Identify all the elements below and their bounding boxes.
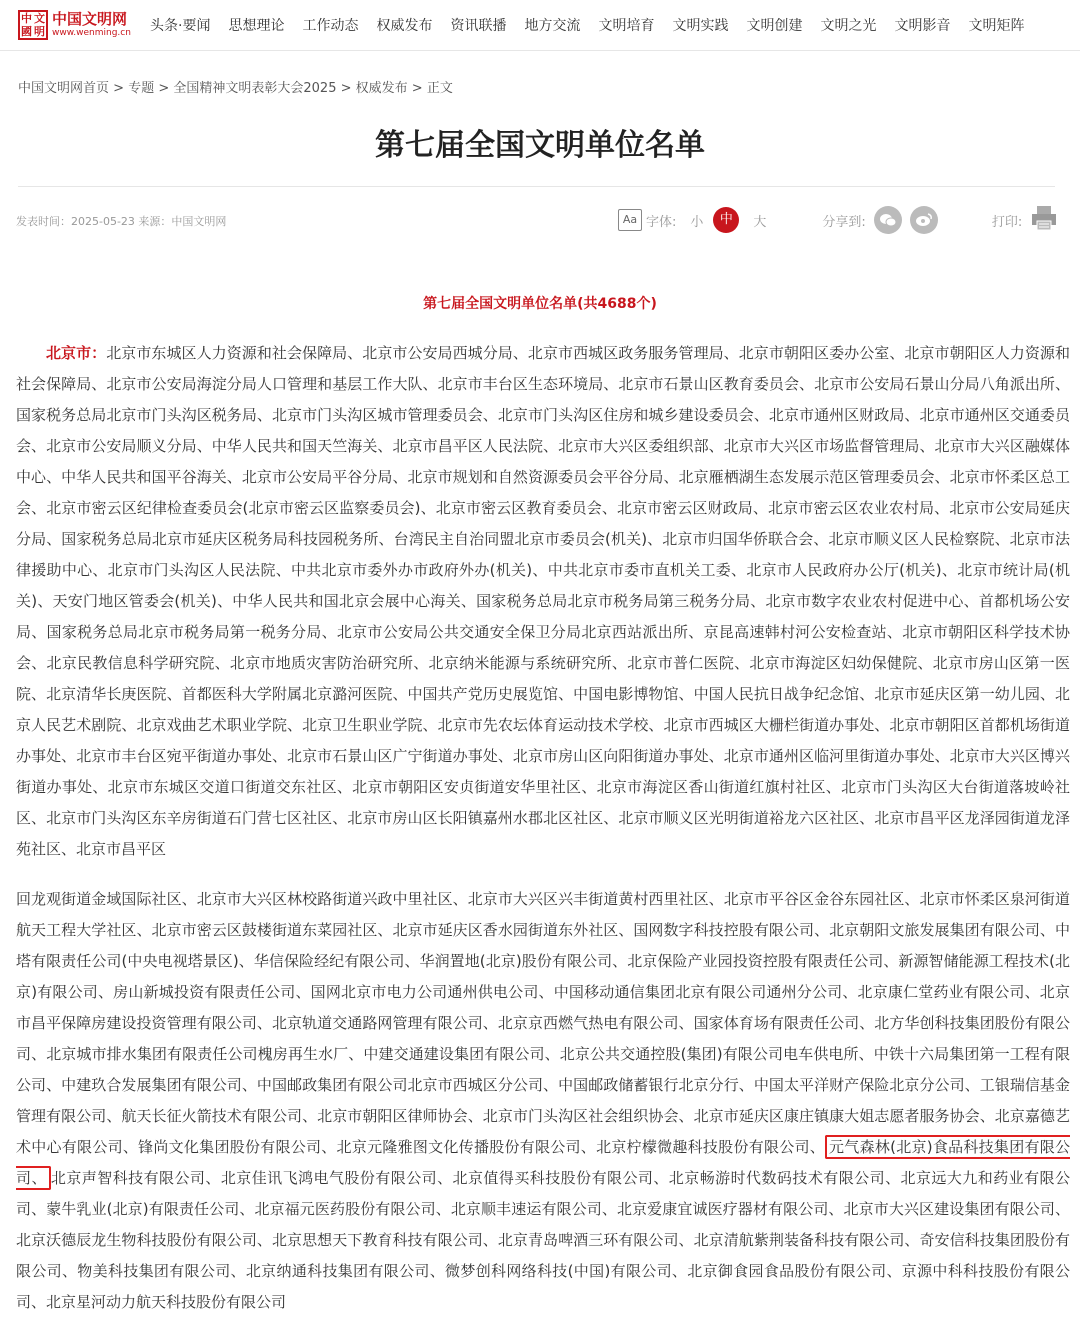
brand-name: 中国文明网 xyxy=(52,10,128,28)
province-label: 北京市： xyxy=(46,344,107,362)
breadcrumb-topic[interactable]: 专题 xyxy=(128,81,155,96)
paragraph-text: 北京声智科技有限公司、北京佳讯飞鸿电气股份有限公司、北京值得买科技股份有限公司、北京畅游时代数码技术有限公司、北京远大九和药业有限公司、蒙牛乳业(北京)有限责任公司、北京福元医药股份有限公司、北京顺丰速运有限公司、北京爱康宜诚医疗器材有限公司、北京市大兴区建设集团有限公司、北京沃德辰龙生物科技股份有限公司、北京思想天下教育科技有限公司、北京青岛啤酒三环有限公司、北京清航紫荆装备科技有限公司、奇安信科技集团股份有限公司、物美科技集团有限公司、北京纳通科技集团有限公司、微梦创科网络科技(中国)有限公司、北京御食园食品股份有限公司、京源中科科技股份有限公司、北京星河动力航天科技股份有限公司 xyxy=(16,1169,1070,1311)
nav-item-local[interactable]: 地方交流 xyxy=(524,18,581,34)
nav-item-theory[interactable]: 思想理论 xyxy=(228,18,285,34)
font-size-icon: Aa xyxy=(618,209,642,231)
seal-char: 明 xyxy=(34,25,45,38)
nav-item-practice[interactable]: 文明实践 xyxy=(672,18,729,34)
article-toolbar xyxy=(618,204,1058,236)
weibo-icon[interactable] xyxy=(910,206,938,234)
breadcrumb-separator: > xyxy=(154,81,174,96)
breadcrumb-event[interactable]: 全国精神文明表彰大会2025 xyxy=(173,81,337,96)
breadcrumb-current: 正文 xyxy=(426,81,453,96)
print-label: 打印: xyxy=(991,214,1023,230)
seal-char: 國 xyxy=(21,25,32,38)
brand-url: www.wenming.cn xyxy=(52,28,131,38)
share-label: 分享到: xyxy=(822,214,866,230)
top-navigation-bar xyxy=(0,0,1080,51)
nav-item-cultivation[interactable]: 文明培育 xyxy=(598,18,655,34)
paragraph-text: 北京市东城区人力资源和社会保障局、北京市公安局西城分局、北京市西城区政务服务管理局、北京市朝阳区委办公室、北京市朝阳区人力资源和社会保障局、北京市公安局海淀分局人口管理和基层工作大队、北京市丰台区生态环境局、北京市石景山区教育委员会、北京市公安局石景山分局八角派出所、国家税务总局北京市门头沟区税务局、北京市门头沟区城市管理委员会、北京市门头沟区住房和城乡建设委员会、北京市通州区财政局、北京市通州区交通委员会、北京市公安局顺义分局、中华人民共和国天竺海关、北京市昌平区人民法院、北京市大兴区委组织部、北京市大兴区市场监督管理局、北京市大兴区融媒体中心、中华人民共和国平谷海关、北京市公安局平谷分局、北京市规划和自然资源委员会平谷分局、北京雁栖湖生态发展示范区管理委员会、北京市怀柔区总工会、北京市密云区纪律检查委员会(北京市密云区监察委员会)、北京市密云区教育委员会、北京市密云区财政局、北京市密云区农业农村局、北京市公安局延庆分局、国家税务总局北京市延庆区税务局科技园税务所、台湾民主自治同盟北京市委员会(机关)、北京市归国华侨联合会、北京市顺义区人民检察院、北京市法律援助中心、北京市门头沟区人民法院、中共北京市委外办市政府外办(机关)、中共北京市委市直机关工委、北京市人民政府办公厅(机关)、北京市统计局(机关)、天安门地区管委会(机关)、中华人民共和国北京会展中心海关、国家税务总局北京市税务局第三税务分局、北京市数字农业农村促进中心、首都机场公安局、国家税务总局北京市税务局第一税务分局、北京市公安局公共交通安全保卫分局北京西站派出所、京昆高速韩村河公安检查站、北京市朝阳区科学技术协会、北京民教信息科学研究院、北京市地质灾害防治研究所、北京纳米能源与系统研究所、北京市普仁医院、北京市海淀区妇幼保健院、北京市房山区第一医院、北京清华长庚医院、首都医科大学附属北京潞河医院、中国共产党历史展览馆、中国电影博物馆、中国人民抗日战争纪念馆、北京市延庆区第一幼儿园、北京人民艺术剧院、北京戏曲艺术职业学院、北京卫生职业学院、北京市先农坛体育运动技术学校、北京市西城区大栅栏街道办事处、北京市朝阳区首都机场街道办事处、北京市丰台区宛平街道办事处、北京市石景山区广宁街道办事处、北京市房山区向阳街道办事处、北京市通州区临河里街道办事处、北京市大兴区博兴街道办事处、北京市东城区交道口街道交东社区、北京市朝阳区安贞街道安华里社区、北京市海淀区香山街道红旗村社区、北京市门头沟区大台街道落坡岭社区、北京市门头沟区东辛房街道石门营七区社区、北京市房山区长阳镇嘉州水郡北区社区、北京市顺义区光明街道裕龙六区社区、北京市昌平区龙泽园街道龙泽苑社区、北京市昌平区 xyxy=(16,344,1070,858)
article-paragraph xyxy=(16,338,1070,865)
seal-char: 中 xyxy=(21,12,32,25)
highlighted-entry: 元气森林(北京)食品科技集团有限公司、 xyxy=(16,1135,1070,1190)
font-size-small-button[interactable]: 小 xyxy=(690,214,704,230)
breadcrumb-separator: > xyxy=(407,81,427,96)
nav-item-matrix[interactable]: 文明矩阵 xyxy=(968,18,1025,34)
nav-item-releases[interactable]: 权威发布 xyxy=(376,18,433,34)
brand-text xyxy=(52,11,131,39)
breadcrumb-separator: > xyxy=(109,81,129,96)
logo-seal-icon xyxy=(18,10,48,40)
paragraph-text: 回龙观街道金域国际社区、北京市大兴区林校路街道兴政中里社区、北京市大兴区兴丰街道黄村西里社区、北京市平谷区金谷东园社区、北京市怀柔区泉河街道航天工程大学社区、北京市密云区鼓楼街道东菜园社区、北京市延庆区香水园街道东外社区、国网数字科技控股有限公司、北京朝阳文旅发展集团有限公司、中塔有限责任公司(中央电视塔景区)、华信保险经纪有限公司、华润置地(北京)股份有限公司、北京保险产业园投资控股有限责任公司、新源智储能源工程技术(北京)有限公司、房山新城投资有限责任公司、国网北京市电力公司通州供电公司、中国移动通信集团北京有限公司通州分公司、北京康仁堂药业有限公司、北京市昌平保障房建设投资管理有限公司、北京轨道交通路网管理有限公司、北京京西燃气热电有限公司、国家体育场有限责任公司、北方华创科技集团股份有限公司、北京城市排水集团有限责任公司槐房再生水厂、中建交通建设集团有限公司、北京公共交通控股(集团)有限公司电车供电所、中铁十六局集团第一工程有限公司、中建玖合发展集团有限公司、中国邮政集团有限公司北京市西城区分公司、中国邮政储蓄银行北京分行、中国太平洋财产保险北京分公司、工银瑞信基金管理有限公司、航天长征火箭技术有限公司、北京市朝阳区律师协会、北京市门头沟区社会组织协会、北京市延庆区康庄镇康大姐志愿者服务协会、北京嘉德艺术中心有限公司、锋尚文化集团股份有限公司、北京元隆雅图文化传播股份有限公司、北京柠檬微趣科技股份有限公司、 xyxy=(16,890,1071,1156)
nav-item-news[interactable]: 资讯联播 xyxy=(450,18,507,34)
nav-item-media[interactable]: 文明影音 xyxy=(894,18,951,34)
article-meta: 发表时间：2025-05-23 来源：中国文明网 xyxy=(16,215,227,228)
title-divider xyxy=(18,186,1055,187)
main-nav xyxy=(150,15,1042,35)
printer-icon[interactable] xyxy=(1030,204,1058,236)
nav-item-light[interactable]: 文明之光 xyxy=(820,18,877,34)
page-title: 第七届全国文明单位名单 xyxy=(375,128,705,163)
nav-item-work[interactable]: 工作动态 xyxy=(302,18,359,34)
nav-item-creation[interactable]: 文明创建 xyxy=(746,18,803,34)
breadcrumb-home[interactable]: 中国文明网首页 xyxy=(18,81,110,96)
breadcrumb-separator: > xyxy=(336,81,356,96)
article-paragraph xyxy=(16,884,1070,1318)
nav-item-headlines[interactable]: 头条·要闻 xyxy=(150,18,211,34)
font-size-medium-button[interactable]: 中 xyxy=(713,207,739,233)
seal-char: 文 xyxy=(34,12,45,25)
breadcrumb xyxy=(18,77,453,96)
list-subtitle: 第七届全国文明单位名单(共4688个) xyxy=(423,296,657,312)
font-size-large-button[interactable]: 大 xyxy=(753,214,767,230)
wechat-icon[interactable] xyxy=(874,206,902,234)
site-logo[interactable] xyxy=(18,10,138,40)
font-label: 字体: xyxy=(646,214,677,230)
breadcrumb-section[interactable]: 权威发布 xyxy=(355,81,408,96)
